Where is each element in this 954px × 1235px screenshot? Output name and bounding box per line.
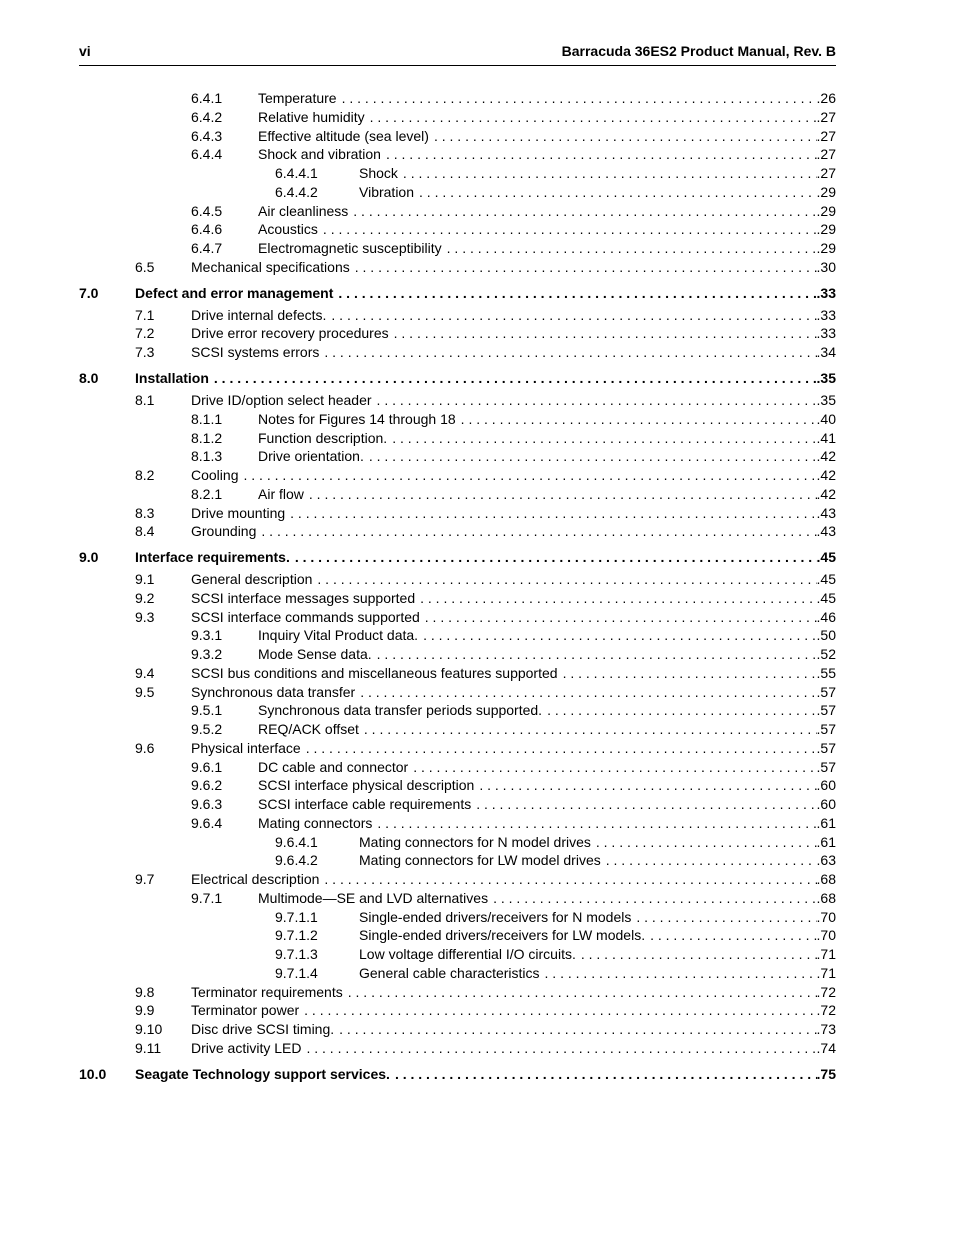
toc-leader-dots <box>395 1065 817 1084</box>
toc-title: Grounding <box>191 523 257 540</box>
toc-section-number: 9.3.2 <box>191 646 223 663</box>
toc-title: Synchronous data transfer periods supported. <box>258 702 543 719</box>
toc-entry[interactable] <box>0 833 954 852</box>
toc-leader-dots <box>413 758 816 777</box>
toc-leader-dots <box>425 608 817 627</box>
toc-leader-dots <box>403 164 817 183</box>
toc-entry[interactable] <box>0 1020 954 1039</box>
toc-entry[interactable] <box>0 108 954 127</box>
toc-page-number: .33 <box>816 306 836 323</box>
toc-title: Drive orientation. <box>258 448 364 465</box>
toc-title: General cable characteristics <box>359 964 540 981</box>
toc-section-number: 6.4.4.1 <box>275 165 318 181</box>
toc-title: Single-ended drivers/receivers for N models <box>359 908 632 925</box>
toc-title: SCSI interface cable requirements <box>258 796 472 813</box>
toc-page-number: .45 <box>816 589 836 606</box>
toc-page-number: .72 <box>816 983 836 1000</box>
toc-page-number: .73 <box>816 1021 836 1038</box>
toc-page-number: .33 <box>816 325 836 342</box>
toc-section-number: 9.7.1.3 <box>275 946 318 963</box>
toc-leader-dots <box>370 108 817 127</box>
toc-leader-dots <box>650 926 816 945</box>
toc-title: REQ/ACK offset <box>258 721 359 738</box>
toc-section-number: 10.0 <box>79 1066 107 1083</box>
toc-section-number: 9.5.2 <box>191 721 223 738</box>
toc-section-number: 6.4.5 <box>191 202 223 219</box>
toc-page-number: .42 <box>816 485 836 502</box>
toc-section-number: 8.2.1 <box>191 485 223 502</box>
toc-section-number: 7.0 <box>79 284 99 301</box>
toc-entry[interactable] <box>0 814 954 833</box>
toc-section-number: 9.6.3 <box>191 796 223 813</box>
toc-entry[interactable] <box>0 429 954 448</box>
toc-title: Mode Sense data. <box>258 646 372 663</box>
toc-leader-dots <box>309 485 817 504</box>
toc-section-number: 9.1 <box>135 571 155 588</box>
toc-section-number: 9.7.1.4 <box>275 964 318 981</box>
toc-page-number: .57 <box>816 758 836 775</box>
toc-title: Effective altitude (sea level) <box>258 127 429 144</box>
toc-page-number: .70 <box>816 908 836 925</box>
toc-page-number: .27 <box>816 165 836 181</box>
toc-section-number: 6.4.2 <box>191 108 223 125</box>
toc-leader-dots <box>636 908 816 927</box>
toc-entry[interactable] <box>0 548 954 567</box>
toc-title: Drive mounting <box>191 504 286 521</box>
toc-entry[interactable] <box>0 739 954 758</box>
toc-leader-dots <box>295 548 817 567</box>
toc-section-number: 6.5 <box>135 258 155 275</box>
toc-title: Single-ended drivers/receivers for LW models. <box>359 927 646 944</box>
toc-entry[interactable] <box>0 220 954 239</box>
toc-leader-dots <box>545 964 817 983</box>
toc-entry[interactable] <box>0 343 954 362</box>
toc-entry[interactable] <box>0 701 954 720</box>
toc-entry[interactable] <box>0 776 954 795</box>
toc-title: Drive activity LED <box>191 1039 302 1056</box>
toc-title: Acoustics <box>258 221 318 238</box>
toc-title: Interface requirements. <box>135 549 290 566</box>
toc-leader-dots <box>355 258 817 277</box>
toc-section-number: 6.4.6 <box>191 221 223 238</box>
toc-title: Installation <box>135 370 209 387</box>
toc-leader-dots <box>493 889 816 908</box>
toc-entry[interactable] <box>0 645 954 664</box>
toc-entry[interactable] <box>0 324 954 343</box>
toc-page-number: .42 <box>816 467 836 484</box>
toc-section-number: 6.4.4.2 <box>275 183 318 200</box>
toc-leader-dots <box>364 720 817 739</box>
toc-entry[interactable] <box>0 145 954 164</box>
toc-entry[interactable] <box>0 284 954 303</box>
toc-title: Mating connectors for LW model drives <box>359 852 601 869</box>
toc-section-number: 9.9 <box>135 1002 155 1019</box>
toc-leader-dots <box>369 447 817 466</box>
toc-section-number: 7.2 <box>135 325 155 342</box>
toc-title: Physical interface <box>191 739 301 756</box>
toc-page-number: .63 <box>816 852 836 869</box>
toc-leader-dots <box>479 776 816 795</box>
toc-leader-dots <box>419 183 817 202</box>
toc-leader-dots <box>392 429 816 448</box>
toc-leader-dots <box>324 870 816 889</box>
toc-title: Air cleanliness <box>258 202 349 219</box>
toc-page-number: .74 <box>816 1039 836 1056</box>
toc-entry[interactable] <box>0 1065 954 1084</box>
toc-section-number: 8.0 <box>79 370 99 387</box>
toc-entry[interactable] <box>0 164 954 183</box>
toc-title: Seagate Technology support services. <box>135 1066 390 1083</box>
toc-title: SCSI interface physical description <box>258 777 475 794</box>
toc-leader-dots <box>596 833 817 852</box>
toc-title: Mechanical specifications <box>191 258 350 275</box>
toc-title: Drive error recovery procedures <box>191 325 389 342</box>
toc-title: Vibration <box>359 183 415 200</box>
toc-title: Terminator power <box>191 1002 300 1019</box>
toc-title: SCSI systems errors <box>191 344 320 361</box>
toc-entry[interactable] <box>0 466 954 485</box>
toc-entry[interactable] <box>0 447 954 466</box>
toc-leader-dots <box>304 1001 816 1020</box>
toc-section-number: 6.4.4 <box>191 146 223 163</box>
toc-title: Shock and vibration <box>258 146 381 163</box>
toc-entry[interactable] <box>0 504 954 523</box>
toc-leader-dots <box>476 795 816 814</box>
toc-section-number: 9.7.1 <box>191 889 223 906</box>
toc-leader-dots <box>261 522 816 541</box>
toc-page-number: .57 <box>816 683 836 700</box>
toc-title: Disc drive SCSI timing. <box>191 1021 335 1038</box>
toc-page-number: .41 <box>816 429 836 446</box>
toc-entry[interactable] <box>0 758 954 777</box>
toc-leader-dots <box>353 202 816 221</box>
toc-section-number: 9.3 <box>135 608 155 625</box>
toc-title: Synchronous data transfer <box>191 683 356 700</box>
toc-section-number: 9.6.4.2 <box>275 852 318 869</box>
toc-leader-dots <box>338 284 816 303</box>
toc-title: Defect and error management <box>135 284 334 301</box>
toc-title: Multimode—SE and LVD alternatives <box>258 889 489 906</box>
toc-entry[interactable] <box>0 795 954 814</box>
toc-section-number: 9.2 <box>135 589 155 606</box>
toc-section-number: 9.6.4.1 <box>275 833 318 850</box>
toc-section-number: 9.7.1.2 <box>275 927 318 944</box>
toc-page-number: .40 <box>816 410 836 427</box>
toc-entry[interactable] <box>0 570 954 589</box>
toc-page-number: .68 <box>816 871 836 888</box>
toc-entry[interactable] <box>0 889 954 908</box>
toc-section-number: 9.6.1 <box>191 758 223 775</box>
toc-title: SCSI bus conditions and miscellaneous features supported <box>191 664 558 681</box>
toc-section-number: 9.11 <box>135 1039 162 1056</box>
toc-page-number: .29 <box>816 202 836 219</box>
toc-title: General description <box>191 571 313 588</box>
toc-section-number: 7.3 <box>135 344 155 361</box>
toc-page-number: .45 <box>816 571 836 588</box>
toc-leader-dots <box>563 664 817 683</box>
toc-leader-dots <box>447 239 817 258</box>
toc-leader-dots <box>606 851 817 870</box>
toc-title: DC cable and connector <box>258 758 409 775</box>
toc-section-number: 8.1.3 <box>191 448 223 465</box>
toc-title: Air flow <box>258 485 304 502</box>
toc-page-number: .75 <box>816 1066 836 1083</box>
page-header <box>79 41 836 66</box>
toc-section-number: 8.1.1 <box>191 410 223 427</box>
toc-section-number: 8.1.2 <box>191 429 223 446</box>
toc-page-number: .57 <box>816 721 836 738</box>
toc-entry[interactable] <box>0 258 954 277</box>
toc-page-number: .42 <box>816 448 836 465</box>
toc-page-number: .61 <box>816 833 836 850</box>
toc-entry[interactable] <box>0 239 954 258</box>
toc-page-number: .35 <box>816 370 836 387</box>
page-number: vi <box>79 43 91 59</box>
toc-section-number: 6.4.1 <box>191 90 223 106</box>
toc-section-number: 9.7.1.1 <box>275 908 318 925</box>
toc-entry[interactable] <box>0 870 954 889</box>
toc-entry[interactable] <box>0 410 954 429</box>
toc-section-number: 9.6 <box>135 739 155 756</box>
toc-entry[interactable] <box>0 589 954 608</box>
toc-section-number: 9.5 <box>135 683 155 700</box>
toc-page-number: .57 <box>816 702 836 719</box>
toc-section-number: 9.8 <box>135 983 155 1000</box>
toc-title: Terminator requirements <box>191 983 343 1000</box>
toc-entry[interactable] <box>0 608 954 627</box>
toc-entry[interactable] <box>0 683 954 702</box>
toc-leader-dots <box>348 983 817 1002</box>
toc-page-number: .27 <box>816 146 836 163</box>
toc-page-number: .52 <box>816 646 836 663</box>
toc-leader-dots <box>214 369 817 388</box>
toc-title: Temperature <box>258 90 337 106</box>
toc-entry[interactable] <box>0 983 954 1002</box>
toc-entry[interactable] <box>0 485 954 504</box>
toc-page-number: .35 <box>816 392 836 409</box>
toc-entry[interactable] <box>0 664 954 683</box>
toc-section-number: 6.4.3 <box>191 127 223 144</box>
toc-section-number: 9.5.1 <box>191 702 223 719</box>
toc-leader-dots <box>342 89 817 108</box>
toc-section-number: 8.4 <box>135 523 155 540</box>
toc-leader-dots <box>394 324 817 343</box>
toc-leader-dots <box>243 466 816 485</box>
toc-page-number: .27 <box>816 127 836 144</box>
toc-leader-dots <box>377 391 817 410</box>
toc-entry[interactable] <box>0 945 954 964</box>
toc-title: Electrical description <box>191 871 320 888</box>
toc-title: SCSI interface messages supported <box>191 589 416 606</box>
toc-entry[interactable] <box>0 369 954 388</box>
toc-page-number: .50 <box>816 627 836 644</box>
toc-title: Electromagnetic susceptibility <box>258 240 442 256</box>
toc-leader-dots <box>323 220 817 239</box>
toc-section-number: 6.4.7 <box>191 240 223 256</box>
toc-entry[interactable] <box>0 127 954 146</box>
toc-page-number: .71 <box>816 946 836 963</box>
toc-section-number: 9.0 <box>79 549 99 566</box>
toc-page-number: .61 <box>816 814 836 831</box>
toc-title: Drive ID/option select header <box>191 392 372 409</box>
toc-section-number: 7.1 <box>135 306 155 323</box>
toc-title: Mating connectors <box>258 814 373 831</box>
toc-title: Function description. <box>258 429 388 446</box>
toc-entry[interactable] <box>0 522 954 541</box>
toc-entry[interactable] <box>0 89 954 108</box>
toc-page-number: .46 <box>816 608 836 625</box>
toc-leader-dots <box>377 814 816 833</box>
toc-entry[interactable] <box>0 306 954 325</box>
toc-section-number: 8.2 <box>135 467 155 484</box>
toc-page-number: .55 <box>816 664 836 681</box>
document-title: Barracuda 36ES2 Product Manual, Rev. B <box>561 43 836 59</box>
toc-page-number: .71 <box>816 964 836 981</box>
toc-section-number: 9.6.4 <box>191 814 223 831</box>
toc-leader-dots <box>581 945 817 964</box>
toc-leader-dots <box>434 127 817 146</box>
toc-entry[interactable] <box>0 964 954 983</box>
toc-section-number: 9.4 <box>135 664 155 681</box>
toc-leader-dots <box>339 1020 816 1039</box>
toc-leader-dots <box>461 410 817 429</box>
toc-page-number: .57 <box>816 739 836 756</box>
toc-entry[interactable] <box>0 202 954 221</box>
toc-page-number: .26 <box>816 90 836 106</box>
toc-leader-dots <box>306 1039 816 1058</box>
toc-title: Mating connectors for N model drives <box>359 833 591 850</box>
toc-page-number: .68 <box>816 889 836 906</box>
toc-page-number: .70 <box>816 927 836 944</box>
toc-section-number: 9.7 <box>135 871 155 888</box>
toc-title: Notes for Figures 14 through 18 <box>258 410 456 427</box>
toc-page-number: .29 <box>816 183 836 200</box>
toc-leader-dots <box>423 626 816 645</box>
toc-page-number: .30 <box>816 258 836 275</box>
toc-title: SCSI interface commands supported <box>191 608 420 625</box>
toc-leader-dots <box>386 145 817 164</box>
toc-leader-dots <box>306 739 817 758</box>
toc-title: Inquiry Vital Product data. <box>258 627 419 644</box>
toc-page-number: .27 <box>816 108 836 125</box>
toc-page-number: .60 <box>816 777 836 794</box>
toc-page-number: .29 <box>816 221 836 238</box>
toc-leader-dots <box>324 343 816 362</box>
toc-leader-dots <box>360 683 816 702</box>
toc-title: Cooling <box>191 467 239 484</box>
toc-entry[interactable] <box>0 183 954 202</box>
toc-leader-dots <box>420 589 816 608</box>
toc-entry[interactable] <box>0 1001 954 1020</box>
toc-entry[interactable] <box>0 926 954 945</box>
toc-leader-dots <box>547 701 816 720</box>
toc-page-number: .33 <box>816 284 836 301</box>
toc-title: Drive internal defects. <box>191 306 327 323</box>
toc-title: Relative humidity <box>258 108 365 125</box>
toc-page-number: .43 <box>816 523 836 540</box>
toc-page-number: .72 <box>816 1002 836 1019</box>
toc-section-number: 9.10 <box>135 1021 163 1038</box>
toc-page-number: .43 <box>816 504 836 521</box>
toc-page-number: .60 <box>816 796 836 813</box>
toc-section-number: 8.3 <box>135 504 155 521</box>
toc-section-number: 9.6.2 <box>191 777 223 794</box>
toc-page-number: .45 <box>816 549 836 566</box>
toc-entry[interactable] <box>0 626 954 645</box>
toc-leader-dots <box>290 504 816 523</box>
toc-page-number: .29 <box>816 240 836 256</box>
toc-title: Shock <box>359 165 398 181</box>
toc-entry[interactable] <box>0 908 954 927</box>
toc-entry[interactable] <box>0 851 954 870</box>
toc-entry[interactable] <box>0 1039 954 1058</box>
toc-leader-dots <box>377 645 817 664</box>
toc-page-number: .34 <box>816 344 836 361</box>
toc-title: Low voltage differential I/O circuits. <box>359 946 576 963</box>
toc-entry[interactable] <box>0 391 954 410</box>
toc-entry[interactable] <box>0 720 954 739</box>
toc-leader-dots <box>317 570 816 589</box>
toc-section-number: 9.3.1 <box>191 627 223 644</box>
toc-leader-dots <box>331 306 816 325</box>
toc-section-number: 8.1 <box>135 392 155 409</box>
